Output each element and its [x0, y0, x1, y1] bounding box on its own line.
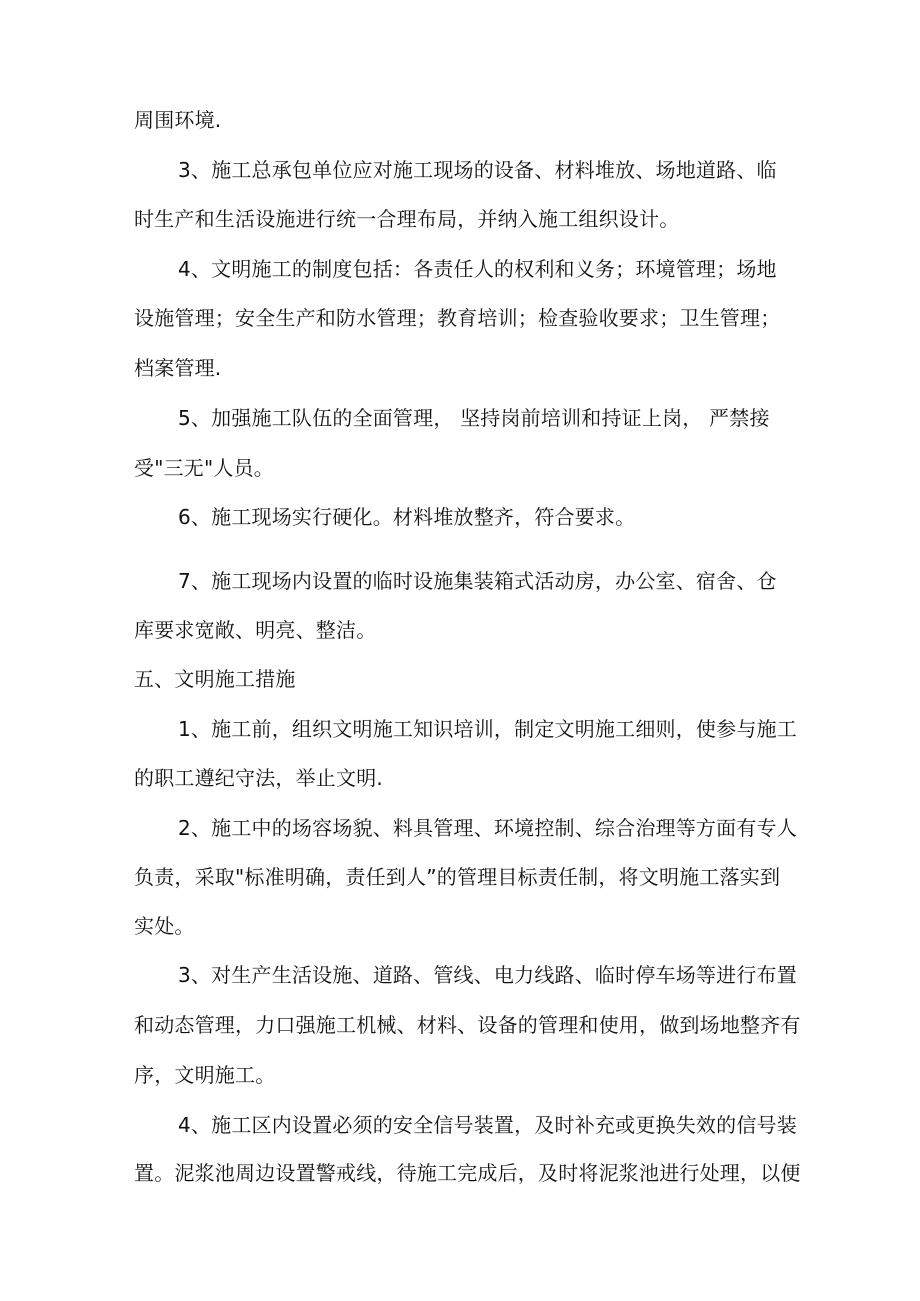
- text-line: 周围环境.: [134, 108, 222, 132]
- text-line: 档案管理.: [134, 356, 222, 380]
- text-line: 5、加强施工队伍的全面管理， 坚持岗前培训和持证上岗， 严禁接: [178, 406, 770, 430]
- text-line: 2、施工中的场容场貌、料具管理、环境控制、综合治理等方面有专人: [178, 816, 797, 840]
- text-line: 和动态管理，力口强施工机械、材料、设备的管理和使用，做到场地整齐有: [134, 1013, 801, 1037]
- text-line: 3、施工总承包单位应对施工现场的设备、材料堆放、场地道路、临: [178, 158, 777, 182]
- text-line: 3、对生产生活设施、道路、管线、电力线路、临时停车场等进行布置: [178, 963, 797, 987]
- text-line: 时生产和生活设施进行统一合理布局，并纳入施工组织设计。: [134, 207, 680, 231]
- text-line: 设施管理；安全生产和防水管理；教育培训；检查验收要求；卫生管理；: [134, 306, 781, 330]
- text-line: 7、施工现场内设置的临时设施集装箱式活动房，办公室、宿舍、仓: [178, 569, 777, 593]
- text-line: 4、施工区内设置必须的安全信号装置，及时补充或更换失效的信号装: [178, 1113, 797, 1137]
- text-line: 实处。: [134, 914, 195, 938]
- text-line: 负责，采取"标准明确，责任到人”的管理目标责任制，将文明施工落实到: [134, 865, 781, 889]
- text-line: 1、施工前，组织文明施工知识培训，制定文明施工细则，使参与施工: [178, 717, 797, 741]
- text-line: 6、施工现场实行硬化。材料堆放整齐，符合要求。: [178, 505, 636, 529]
- section-heading: 五、文明施工措施: [134, 667, 296, 691]
- text-line: 库要求宽敞、明亮、整洁。: [134, 618, 377, 642]
- text-line: 的职工遵纪守法，举止文明.: [134, 766, 383, 790]
- text-line: 置。泥浆池周边设置警戒线，待施工完成后，及时将泥浆池进行处理，以便: [134, 1161, 801, 1185]
- text-line: 4、文明施工的制度包括：各责任人的权利和义务；环境管理；场地: [178, 257, 777, 281]
- text-line: 序，文明施工。: [134, 1063, 276, 1087]
- text-line: 受"三无"人员。: [134, 456, 274, 480]
